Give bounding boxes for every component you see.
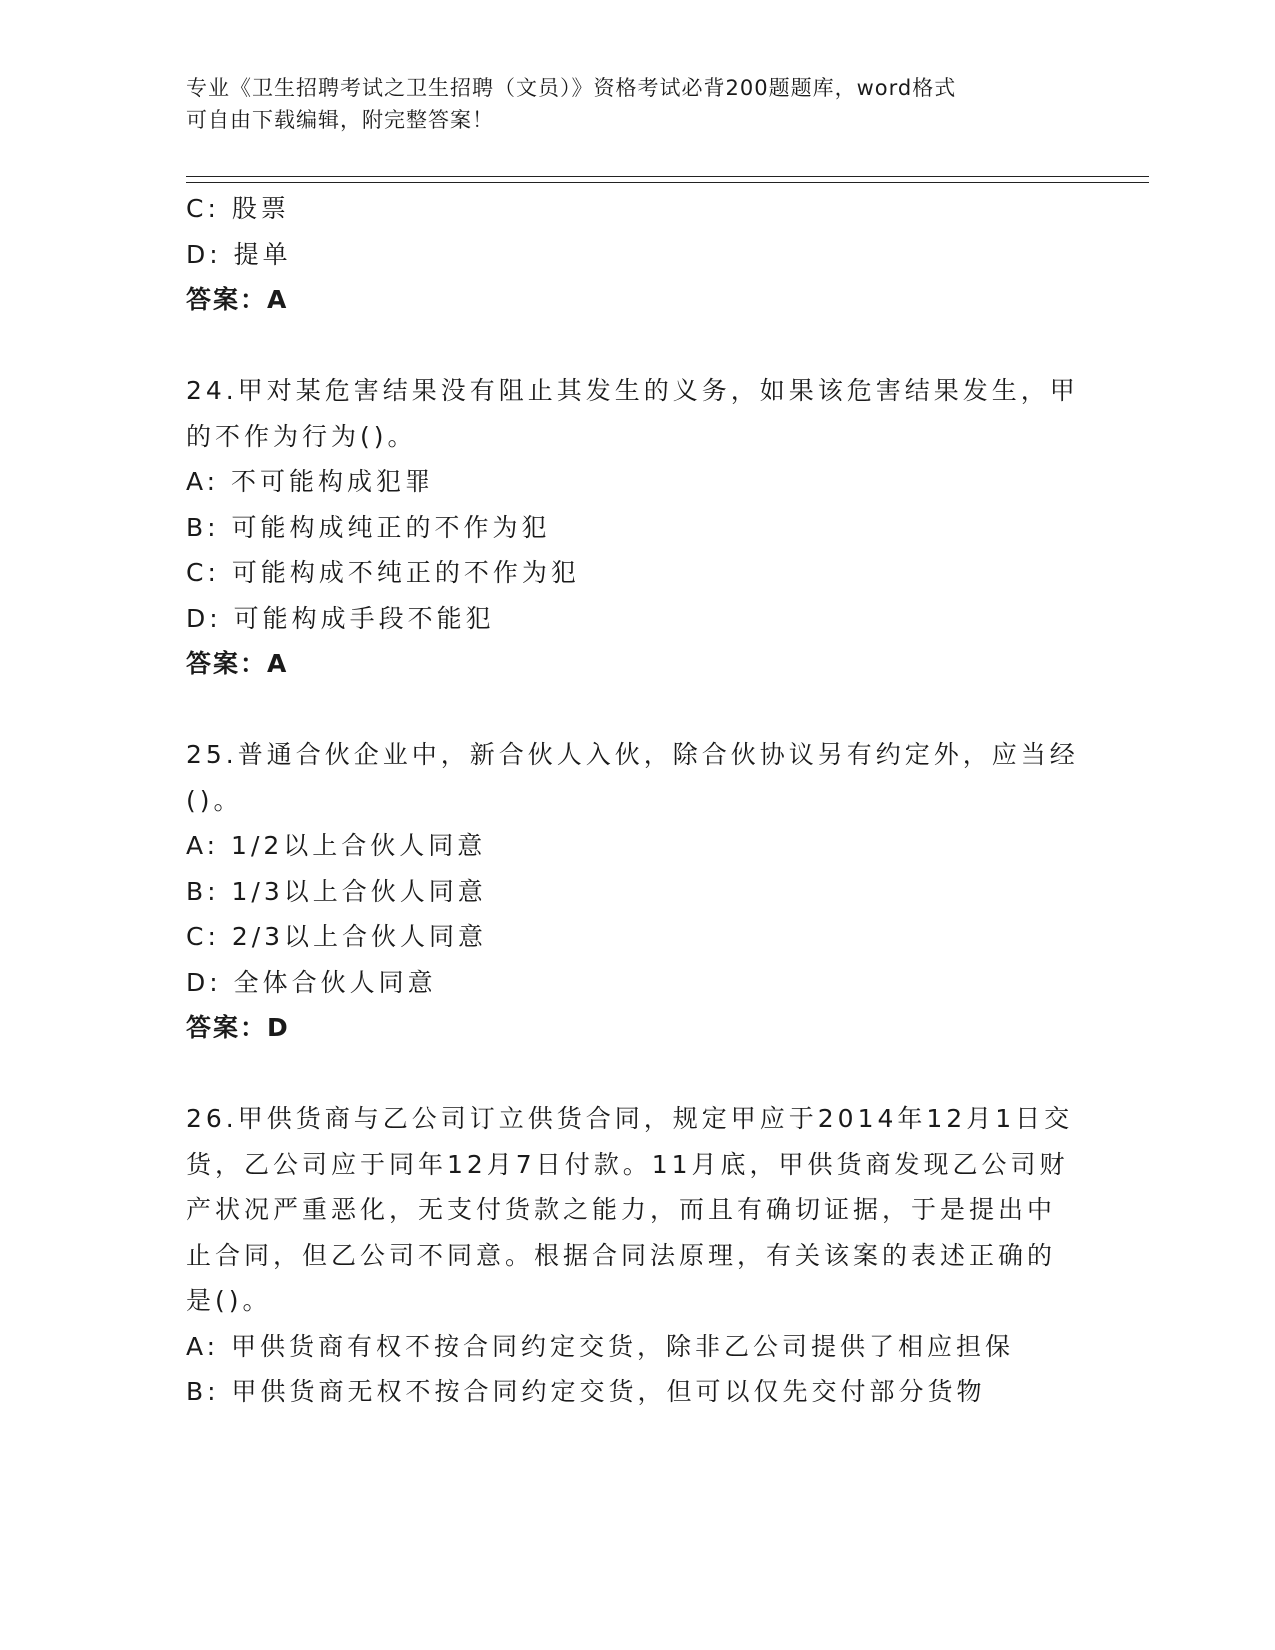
page-header [186,72,1066,136]
option-b: B: 甲供货商无权不按合同约定交货，但可以仅先交付部分货物 [186,1377,986,1406]
question-text: 24.甲对某危害结果没有阻止其发生的义务，如果该危害结果发生，甲 [186,376,1079,405]
option-c: C: 2/3以上合伙人同意 [186,922,488,951]
option-d: D: 全体合伙人同意 [186,967,437,997]
document-body [186,186,1086,1415]
option-a: A: 不可能构成犯罪 [186,467,435,496]
answer-line: 答案：A [186,285,289,314]
option-b: B: 1/3以上合伙人同意 [186,876,487,906]
option-b: B: 可能构成纯正的不作为犯 [186,512,551,542]
question-text: 产状况严重恶化，无支付货款之能力，而且有确切证据，于是提出中 [186,1195,1057,1224]
option-d: D: 提单 [186,239,292,269]
question-text: 货，乙公司应于同年12月7日付款。11月底，甲供货商发现乙公司财 [186,1149,1069,1179]
question-25 [186,732,1086,1051]
spacer [186,687,1086,733]
question-23-tail [186,186,1086,323]
option-c: C: 可能构成不纯正的不作为犯 [186,558,580,587]
question-text: 26.甲供货商与乙公司订立供货合同，规定甲应于2014年12月1日交 [186,1104,1074,1133]
question-text: 是()。 [186,1286,272,1315]
answer-line: 答案：A [186,649,289,678]
header-divider [186,176,1149,183]
spacer [186,323,1086,369]
question-26 [186,1096,1086,1415]
option-a: A: 甲供货商有权不按合同约定交货，除非乙公司提供了相应担保 [186,1331,1015,1361]
header-line-2: 可自由下载编辑，附完整答案！ [186,108,494,132]
option-d: D: 可能构成手段不能犯 [186,603,495,633]
header-line-1: 专业《卫生招聘考试之卫生招聘（文员）》资格考试必背200题题库，word格式 [186,76,957,100]
option-a: A: 1/2以上合伙人同意 [186,831,487,860]
option-c: C: 股票 [186,194,290,223]
answer-line: 答案：D [186,1013,290,1042]
question-24 [186,368,1086,687]
spacer [186,1051,1086,1097]
question-text: 的不作为行为()。 [186,421,417,451]
question-text: 止合同，但乙公司不同意。根据合同法原理，有关该案的表述正确的 [186,1240,1057,1270]
question-text: 25.普通合伙企业中，新合伙人入伙，除合伙协议另有约定外，应当经 [186,740,1079,769]
question-text: ()。 [186,785,243,815]
